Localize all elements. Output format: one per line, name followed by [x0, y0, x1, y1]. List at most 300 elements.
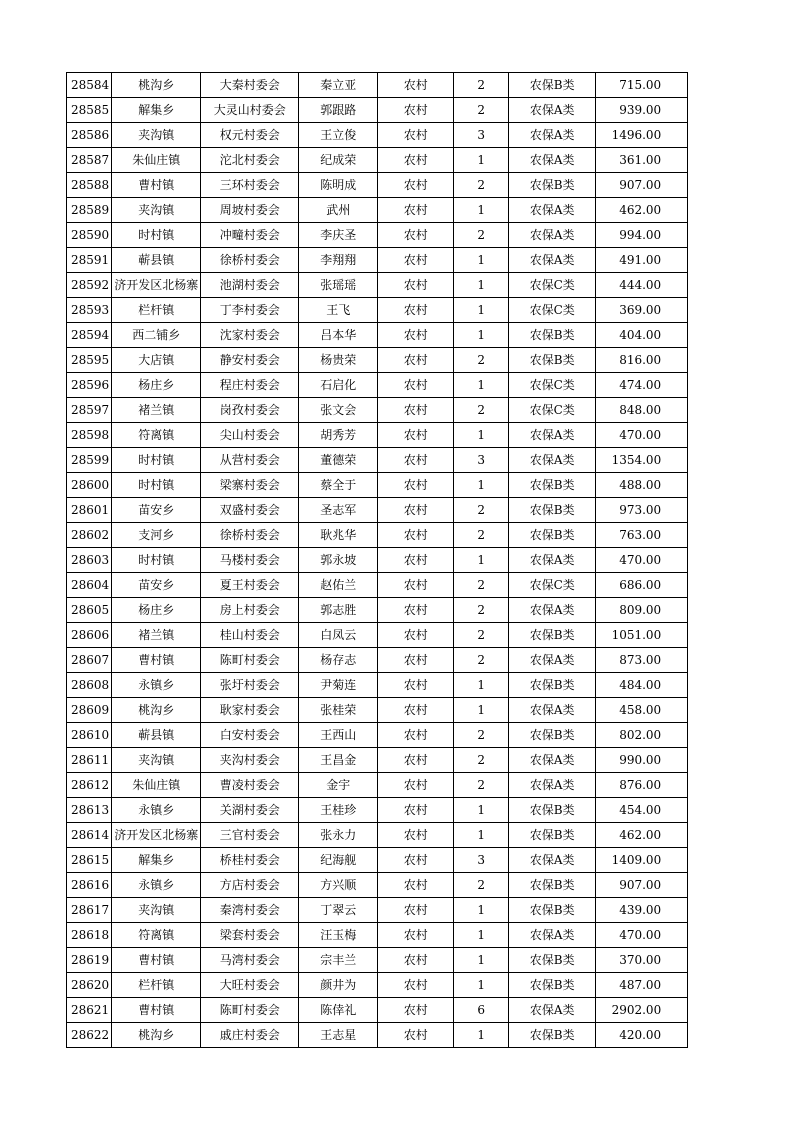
cell-town: 桃沟乡	[112, 698, 201, 723]
table-row	[67, 748, 688, 773]
cell-insurance-category: 农保B类	[509, 623, 596, 648]
table-row	[67, 98, 688, 123]
table-row	[67, 123, 688, 148]
cell-amount: 484.00	[596, 673, 688, 698]
cell-amount: 1409.00	[596, 848, 688, 873]
table-row	[67, 298, 688, 323]
table-row	[67, 998, 688, 1023]
cell-insurance-category: 农保A类	[509, 423, 596, 448]
cell-amount: 907.00	[596, 873, 688, 898]
cell-area-type: 农村	[378, 948, 454, 973]
cell-area-type: 农村	[378, 448, 454, 473]
cell-person-name: 郭跟路	[299, 98, 378, 123]
cell-insurance-category: 农保C类	[509, 298, 596, 323]
cell-row-id: 28594	[67, 323, 112, 348]
cell-insurance-category: 农保B类	[509, 823, 596, 848]
cell-area-type: 农村	[378, 598, 454, 623]
cell-area-type: 农村	[378, 523, 454, 548]
cell-amount: 809.00	[596, 598, 688, 623]
cell-household-count: 1	[454, 1023, 509, 1048]
cell-household-count: 1	[454, 198, 509, 223]
cell-area-type: 农村	[378, 698, 454, 723]
cell-person-name: 纪成荣	[299, 148, 378, 173]
cell-area-type: 农村	[378, 798, 454, 823]
cell-town: 桃沟乡	[112, 73, 201, 98]
cell-town: 栏杆镇	[112, 298, 201, 323]
cell-row-id: 28614	[67, 823, 112, 848]
cell-row-id: 28609	[67, 698, 112, 723]
cell-amount: 470.00	[596, 548, 688, 573]
cell-household-count: 2	[454, 573, 509, 598]
cell-insurance-category: 农保A类	[509, 223, 596, 248]
cell-row-id: 28593	[67, 298, 112, 323]
table-row	[67, 823, 688, 848]
cell-household-count: 1	[454, 798, 509, 823]
cell-person-name: 秦立亚	[299, 73, 378, 98]
cell-town: 蕲县镇	[112, 248, 201, 273]
cell-person-name: 金宇	[299, 773, 378, 798]
cell-town: 永镇乡	[112, 673, 201, 698]
cell-row-id: 28588	[67, 173, 112, 198]
cell-household-count: 1	[454, 923, 509, 948]
cell-row-id: 28619	[67, 948, 112, 973]
cell-household-count: 1	[454, 373, 509, 398]
cell-town: 褚兰镇	[112, 623, 201, 648]
cell-household-count: 2	[454, 223, 509, 248]
cell-insurance-category: 农保A类	[509, 598, 596, 623]
cell-village-committee: 静安村委会	[201, 348, 299, 373]
cell-village-committee: 沈家村委会	[201, 323, 299, 348]
cell-household-count: 1	[454, 973, 509, 998]
cell-village-committee: 梁寨村委会	[201, 473, 299, 498]
cell-town: 朱仙庄镇	[112, 148, 201, 173]
cell-row-id: 28587	[67, 148, 112, 173]
cell-amount: 454.00	[596, 798, 688, 823]
cell-village-committee: 关湖村委会	[201, 798, 299, 823]
cell-town: 夹沟镇	[112, 123, 201, 148]
cell-amount: 488.00	[596, 473, 688, 498]
cell-town: 桃沟乡	[112, 1023, 201, 1048]
cell-area-type: 农村	[378, 548, 454, 573]
cell-area-type: 农村	[378, 248, 454, 273]
cell-row-id: 28592	[67, 273, 112, 298]
cell-person-name: 王西山	[299, 723, 378, 748]
cell-town: 时村镇	[112, 448, 201, 473]
cell-insurance-category: 农保B类	[509, 873, 596, 898]
cell-village-committee: 戚庄村委会	[201, 1023, 299, 1048]
table-row	[67, 523, 688, 548]
cell-household-count: 2	[454, 73, 509, 98]
cell-amount: 462.00	[596, 823, 688, 848]
cell-amount: 439.00	[596, 898, 688, 923]
cell-area-type: 农村	[378, 173, 454, 198]
cell-household-count: 3	[454, 123, 509, 148]
table-row	[67, 248, 688, 273]
cell-town: 大店镇	[112, 348, 201, 373]
cell-row-id: 28585	[67, 98, 112, 123]
cell-village-committee: 丁李村委会	[201, 298, 299, 323]
cell-village-committee: 曹凌村委会	[201, 773, 299, 798]
cell-person-name: 张瑶瑶	[299, 273, 378, 298]
table-row	[67, 423, 688, 448]
cell-row-id: 28621	[67, 998, 112, 1023]
cell-area-type: 农村	[378, 498, 454, 523]
cell-area-type: 农村	[378, 148, 454, 173]
cell-town: 杨庄乡	[112, 598, 201, 623]
cell-town: 解集乡	[112, 98, 201, 123]
cell-area-type: 农村	[378, 848, 454, 873]
cell-area-type: 农村	[378, 998, 454, 1023]
cell-household-count: 2	[454, 723, 509, 748]
cell-town: 解集乡	[112, 848, 201, 873]
table-row	[67, 873, 688, 898]
cell-row-id: 28615	[67, 848, 112, 873]
cell-town: 夹沟镇	[112, 898, 201, 923]
cell-insurance-category: 农保A类	[509, 548, 596, 573]
table-row	[67, 773, 688, 798]
cell-amount: 370.00	[596, 948, 688, 973]
cell-person-name: 尹菊连	[299, 673, 378, 698]
cell-amount: 994.00	[596, 223, 688, 248]
cell-row-id: 28589	[67, 198, 112, 223]
cell-village-committee: 沱北村委会	[201, 148, 299, 173]
cell-town: 朱仙庄镇	[112, 773, 201, 798]
cell-amount: 1051.00	[596, 623, 688, 648]
cell-village-committee: 池湖村委会	[201, 273, 299, 298]
table-row	[67, 148, 688, 173]
cell-household-count: 2	[454, 348, 509, 373]
cell-household-count: 1	[454, 148, 509, 173]
cell-row-id: 28595	[67, 348, 112, 373]
cell-insurance-category: 农保A类	[509, 773, 596, 798]
cell-town: 曹村镇	[112, 173, 201, 198]
cell-row-id: 28612	[67, 773, 112, 798]
cell-household-count: 1	[454, 273, 509, 298]
table-row	[67, 623, 688, 648]
cell-village-committee: 冲疃村委会	[201, 223, 299, 248]
cell-village-committee: 桂山村委会	[201, 623, 299, 648]
cell-person-name: 陈倖礼	[299, 998, 378, 1023]
cell-household-count: 2	[454, 623, 509, 648]
cell-row-id: 28591	[67, 248, 112, 273]
cell-insurance-category: 农保A类	[509, 448, 596, 473]
cell-household-count: 2	[454, 873, 509, 898]
cell-amount: 2902.00	[596, 998, 688, 1023]
cell-insurance-category: 农保B类	[509, 798, 596, 823]
table-row	[67, 798, 688, 823]
table-row	[67, 498, 688, 523]
table-row	[67, 323, 688, 348]
cell-village-committee: 岗孜村委会	[201, 398, 299, 423]
cell-insurance-category: 农保B类	[509, 673, 596, 698]
cell-amount: 369.00	[596, 298, 688, 323]
cell-row-id: 28597	[67, 398, 112, 423]
cell-area-type: 农村	[378, 423, 454, 448]
cell-town: 栏杆镇	[112, 973, 201, 998]
cell-village-committee: 三官村委会	[201, 823, 299, 848]
cell-row-id: 28605	[67, 598, 112, 623]
cell-insurance-category: 农保B类	[509, 973, 596, 998]
cell-person-name: 圣志军	[299, 498, 378, 523]
cell-area-type: 农村	[378, 123, 454, 148]
cell-person-name: 胡秀芳	[299, 423, 378, 448]
cell-row-id: 28586	[67, 123, 112, 148]
cell-row-id: 28611	[67, 748, 112, 773]
cell-area-type: 农村	[378, 98, 454, 123]
cell-household-count: 1	[454, 473, 509, 498]
cell-area-type: 农村	[378, 348, 454, 373]
cell-area-type: 农村	[378, 873, 454, 898]
cell-village-committee: 梁套村委会	[201, 923, 299, 948]
cell-insurance-category: 农保A类	[509, 148, 596, 173]
cell-person-name: 陈明成	[299, 173, 378, 198]
cell-village-committee: 大旺村委会	[201, 973, 299, 998]
cell-insurance-category: 农保A类	[509, 248, 596, 273]
cell-household-count: 2	[454, 398, 509, 423]
cell-insurance-category: 农保A类	[509, 748, 596, 773]
cell-household-count: 2	[454, 748, 509, 773]
cell-insurance-category: 农保B类	[509, 523, 596, 548]
cell-person-name: 杨存志	[299, 648, 378, 673]
cell-village-committee: 夏王村委会	[201, 573, 299, 598]
cell-town: 符离镇	[112, 923, 201, 948]
cell-area-type: 农村	[378, 323, 454, 348]
cell-area-type: 农村	[378, 473, 454, 498]
cell-insurance-category: 农保B类	[509, 898, 596, 923]
cell-town: 永镇乡	[112, 798, 201, 823]
cell-village-committee: 权元村委会	[201, 123, 299, 148]
cell-row-id: 28620	[67, 973, 112, 998]
cell-town: 时村镇	[112, 223, 201, 248]
cell-person-name: 郭志胜	[299, 598, 378, 623]
cell-village-committee: 徐桥村委会	[201, 523, 299, 548]
cell-area-type: 农村	[378, 73, 454, 98]
cell-amount: 470.00	[596, 923, 688, 948]
cell-household-count: 1	[454, 823, 509, 848]
cell-person-name: 张文会	[299, 398, 378, 423]
cell-village-committee: 房上村委会	[201, 598, 299, 623]
table-row	[67, 198, 688, 223]
cell-village-committee: 耿家村委会	[201, 698, 299, 723]
cell-row-id: 28584	[67, 73, 112, 98]
table-row	[67, 948, 688, 973]
cell-village-committee: 白安村委会	[201, 723, 299, 748]
cell-household-count: 6	[454, 998, 509, 1023]
cell-village-committee: 秦湾村委会	[201, 898, 299, 923]
table-row	[67, 223, 688, 248]
cell-insurance-category: 农保B类	[509, 948, 596, 973]
cell-row-id: 28604	[67, 573, 112, 598]
cell-village-committee: 三环村委会	[201, 173, 299, 198]
cell-insurance-category: 农保C类	[509, 373, 596, 398]
cell-household-count: 3	[454, 848, 509, 873]
cell-person-name: 方兴顺	[299, 873, 378, 898]
cell-person-name: 耿兆华	[299, 523, 378, 548]
cell-village-committee: 程庄村委会	[201, 373, 299, 398]
cell-household-count: 1	[454, 673, 509, 698]
cell-household-count: 1	[454, 898, 509, 923]
cell-person-name: 王志星	[299, 1023, 378, 1048]
cell-amount: 444.00	[596, 273, 688, 298]
cell-person-name: 宗丰兰	[299, 948, 378, 973]
cell-amount: 873.00	[596, 648, 688, 673]
cell-amount: 420.00	[596, 1023, 688, 1048]
cell-row-id: 28598	[67, 423, 112, 448]
cell-amount: 361.00	[596, 148, 688, 173]
cell-area-type: 农村	[378, 973, 454, 998]
table-row	[67, 73, 688, 98]
table-row	[67, 398, 688, 423]
cell-insurance-category: 农保A类	[509, 923, 596, 948]
cell-area-type: 农村	[378, 298, 454, 323]
cell-amount: 487.00	[596, 973, 688, 998]
cell-town: 苗安乡	[112, 498, 201, 523]
cell-person-name: 杨贵荣	[299, 348, 378, 373]
cell-area-type: 农村	[378, 573, 454, 598]
cell-row-id: 28622	[67, 1023, 112, 1048]
cell-person-name: 董德荣	[299, 448, 378, 473]
cell-village-committee: 大秦村委会	[201, 73, 299, 98]
table-row	[67, 598, 688, 623]
cell-area-type: 农村	[378, 223, 454, 248]
table-row	[67, 898, 688, 923]
table-row	[67, 173, 688, 198]
cell-amount: 715.00	[596, 73, 688, 98]
cell-town: 永镇乡	[112, 873, 201, 898]
cell-village-committee: 从营村委会	[201, 448, 299, 473]
cell-village-committee: 大灵山村委会	[201, 98, 299, 123]
cell-amount: 939.00	[596, 98, 688, 123]
cell-household-count: 1	[454, 248, 509, 273]
cell-row-id: 28596	[67, 373, 112, 398]
cell-village-committee: 陈町村委会	[201, 648, 299, 673]
cell-insurance-category: 农保B类	[509, 1023, 596, 1048]
cell-village-committee: 夹沟村委会	[201, 748, 299, 773]
cell-town: 夹沟镇	[112, 198, 201, 223]
cell-person-name: 王桂珍	[299, 798, 378, 823]
cell-person-name: 蔡全于	[299, 473, 378, 498]
cell-area-type: 农村	[378, 723, 454, 748]
cell-row-id: 28602	[67, 523, 112, 548]
cell-town: 褚兰镇	[112, 398, 201, 423]
cell-village-committee: 桥桂村委会	[201, 848, 299, 873]
cell-person-name: 王昌金	[299, 748, 378, 773]
cell-town: 曹村镇	[112, 998, 201, 1023]
cell-household-count: 1	[454, 548, 509, 573]
cell-amount: 491.00	[596, 248, 688, 273]
cell-row-id: 28590	[67, 223, 112, 248]
cell-insurance-category: 农保A类	[509, 198, 596, 223]
cell-person-name: 武州	[299, 198, 378, 223]
cell-town: 济开发区北杨寨	[112, 273, 201, 298]
table-row	[67, 673, 688, 698]
cell-amount: 462.00	[596, 198, 688, 223]
cell-village-committee: 张圩村委会	[201, 673, 299, 698]
cell-amount: 973.00	[596, 498, 688, 523]
cell-person-name: 王飞	[299, 298, 378, 323]
cell-household-count: 2	[454, 773, 509, 798]
cell-amount: 404.00	[596, 323, 688, 348]
cell-household-count: 3	[454, 448, 509, 473]
cell-person-name: 纪海舰	[299, 848, 378, 873]
cell-amount: 990.00	[596, 748, 688, 773]
table-row	[67, 273, 688, 298]
cell-amount: 848.00	[596, 398, 688, 423]
cell-amount: 907.00	[596, 173, 688, 198]
cell-row-id: 28603	[67, 548, 112, 573]
cell-town: 杨庄乡	[112, 373, 201, 398]
cell-person-name: 白凤云	[299, 623, 378, 648]
cell-village-committee: 徐桥村委会	[201, 248, 299, 273]
cell-town: 夹沟镇	[112, 748, 201, 773]
cell-area-type: 农村	[378, 823, 454, 848]
cell-person-name: 吕本华	[299, 323, 378, 348]
cell-household-count: 2	[454, 523, 509, 548]
table-body	[67, 73, 688, 1048]
cell-town: 蕲县镇	[112, 723, 201, 748]
cell-person-name: 郭永坡	[299, 548, 378, 573]
cell-town: 西二铺乡	[112, 323, 201, 348]
table-row	[67, 348, 688, 373]
cell-amount: 763.00	[596, 523, 688, 548]
cell-row-id: 28606	[67, 623, 112, 648]
cell-insurance-category: 农保A类	[509, 848, 596, 873]
cell-household-count: 2	[454, 648, 509, 673]
cell-amount: 876.00	[596, 773, 688, 798]
cell-person-name: 张永力	[299, 823, 378, 848]
cell-town: 苗安乡	[112, 573, 201, 598]
cell-amount: 686.00	[596, 573, 688, 598]
cell-person-name: 李翔翔	[299, 248, 378, 273]
cell-town: 支河乡	[112, 523, 201, 548]
cell-insurance-category: 农保B类	[509, 173, 596, 198]
cell-person-name: 颜井为	[299, 973, 378, 998]
cell-area-type: 农村	[378, 623, 454, 648]
cell-insurance-category: 农保B类	[509, 348, 596, 373]
cell-amount: 816.00	[596, 348, 688, 373]
cell-insurance-category: 农保B类	[509, 473, 596, 498]
cell-town: 时村镇	[112, 548, 201, 573]
cell-village-committee: 马楼村委会	[201, 548, 299, 573]
table-row	[67, 698, 688, 723]
cell-town: 曹村镇	[112, 948, 201, 973]
cell-town: 济开发区北杨寨	[112, 823, 201, 848]
cell-amount: 1354.00	[596, 448, 688, 473]
cell-town: 曹村镇	[112, 648, 201, 673]
cell-person-name: 丁翠云	[299, 898, 378, 923]
cell-insurance-category: 农保A类	[509, 648, 596, 673]
cell-insurance-category: 农保A类	[509, 998, 596, 1023]
cell-household-count: 1	[454, 698, 509, 723]
cell-insurance-category: 农保B类	[509, 498, 596, 523]
cell-household-count: 2	[454, 173, 509, 198]
cell-row-id: 28610	[67, 723, 112, 748]
cell-town: 符离镇	[112, 423, 201, 448]
data-table	[66, 72, 688, 1048]
table-row	[67, 1023, 688, 1048]
cell-row-id: 28608	[67, 673, 112, 698]
cell-household-count: 2	[454, 98, 509, 123]
cell-area-type: 农村	[378, 398, 454, 423]
cell-insurance-category: 农保B类	[509, 323, 596, 348]
cell-person-name: 李庆圣	[299, 223, 378, 248]
cell-insurance-category: 农保C类	[509, 573, 596, 598]
table-row	[67, 973, 688, 998]
cell-household-count: 1	[454, 423, 509, 448]
cell-area-type: 农村	[378, 373, 454, 398]
cell-area-type: 农村	[378, 898, 454, 923]
cell-person-name: 汪玉梅	[299, 923, 378, 948]
